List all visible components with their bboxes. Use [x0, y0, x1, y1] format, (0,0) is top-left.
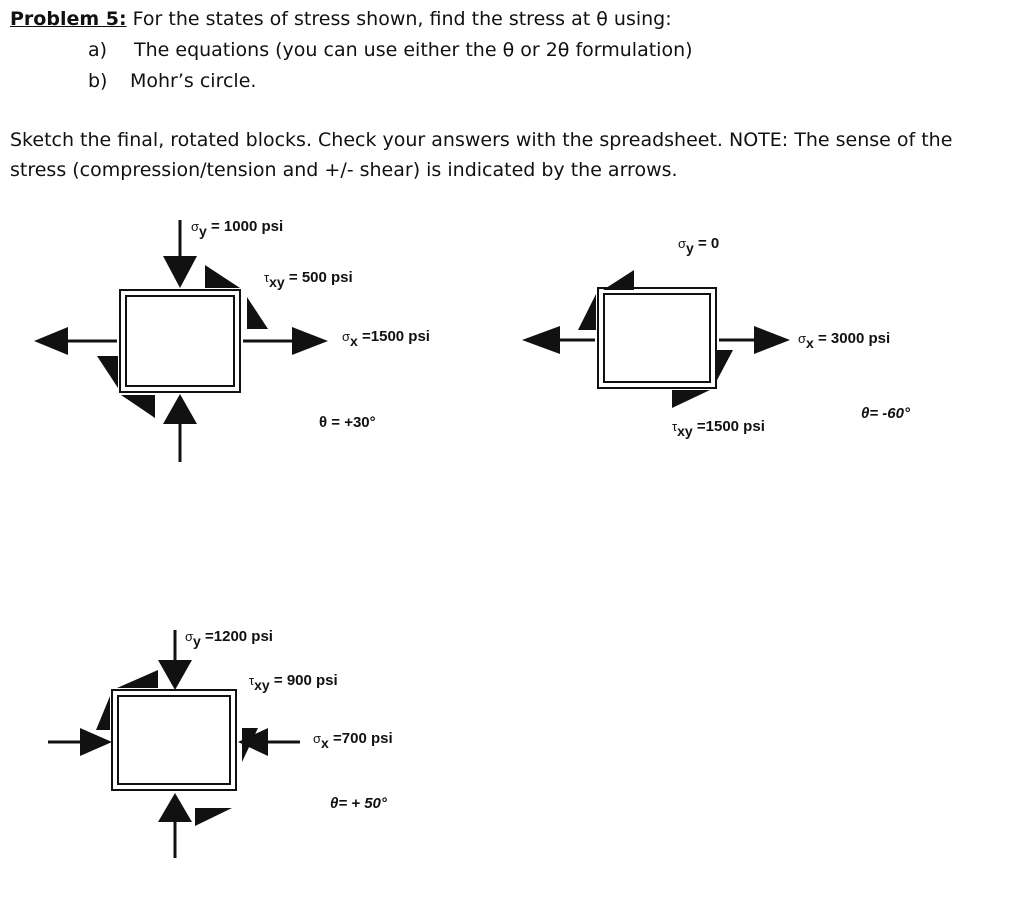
item-a-letter: a) — [88, 39, 108, 61]
shear-right-arrow — [247, 297, 268, 329]
sigma-y-top-arrow — [158, 660, 192, 690]
d3-theta-label: θ= + 50° — [330, 795, 387, 812]
d2-sigma-y-label: σy = 0 — [678, 235, 720, 256]
instructions-line-2: stress (compression/tension and +/- shear) is indicated by the arrows. — [10, 159, 678, 181]
d3-sigma-y-label: σy =1200 psi — [185, 628, 273, 649]
d2-sigma-x-label: σx = 3000 psi — [798, 330, 891, 351]
shear-bottom-arrow — [121, 395, 155, 418]
shear-left-arrow — [578, 294, 596, 330]
sigma-x-left-arrow — [80, 728, 112, 756]
shear-top-arrow — [117, 670, 158, 688]
shear-bottom-arrow — [195, 808, 232, 826]
d3-tau-xy-label: τxy = 900 psi — [249, 672, 338, 693]
d3-sigma-x-label: σx =700 psi — [313, 730, 393, 751]
shear-bottom-arrow — [672, 390, 710, 408]
d1-tau-xy-label: τxy = 500 psi — [264, 269, 353, 290]
instructions-line-1: Sketch the final, rotated blocks. Check your answers with the spreadsheet. NOTE: The sense of the — [10, 129, 953, 151]
stress-element-1 — [34, 220, 328, 462]
problem-text: For the states of stress shown, find the stress at θ using: — [132, 8, 672, 30]
item-a-text: The equations (you can use either the θ or 2θ formulation) — [134, 39, 693, 61]
item-b-letter: b) — [88, 70, 108, 92]
sigma-x-left-arrow — [34, 327, 68, 355]
sigma-y-bottom-arrow — [158, 793, 192, 822]
sigma-x-left-arrow — [522, 326, 560, 354]
shear-top-arrow — [603, 270, 634, 290]
stress-element-2 — [522, 270, 790, 408]
shear-left-arrow — [96, 696, 110, 730]
d2-theta-label: θ= -60° — [861, 405, 910, 422]
sigma-y-bottom-arrow — [163, 394, 197, 424]
d1-sigma-x-label: σx =1500 psi — [342, 328, 430, 349]
sigma-x-right-arrow — [754, 326, 790, 354]
shear-right-arrow — [715, 350, 733, 384]
sigma-x-right-arrow — [292, 327, 328, 355]
d2-tau-xy-label: τxy =1500 psi — [672, 418, 765, 439]
shear-left-arrow — [97, 356, 118, 388]
sigma-y-top-arrow — [163, 256, 197, 288]
problem-label: Problem 5: — [10, 8, 127, 30]
d1-sigma-y-label: σy = 1000 psi — [191, 218, 284, 239]
shear-top-arrow — [205, 265, 240, 288]
item-b-text: Mohr’s circle. — [130, 70, 257, 92]
stress-element-3 — [48, 630, 300, 858]
d1-theta-label: θ = +30° — [319, 414, 376, 431]
